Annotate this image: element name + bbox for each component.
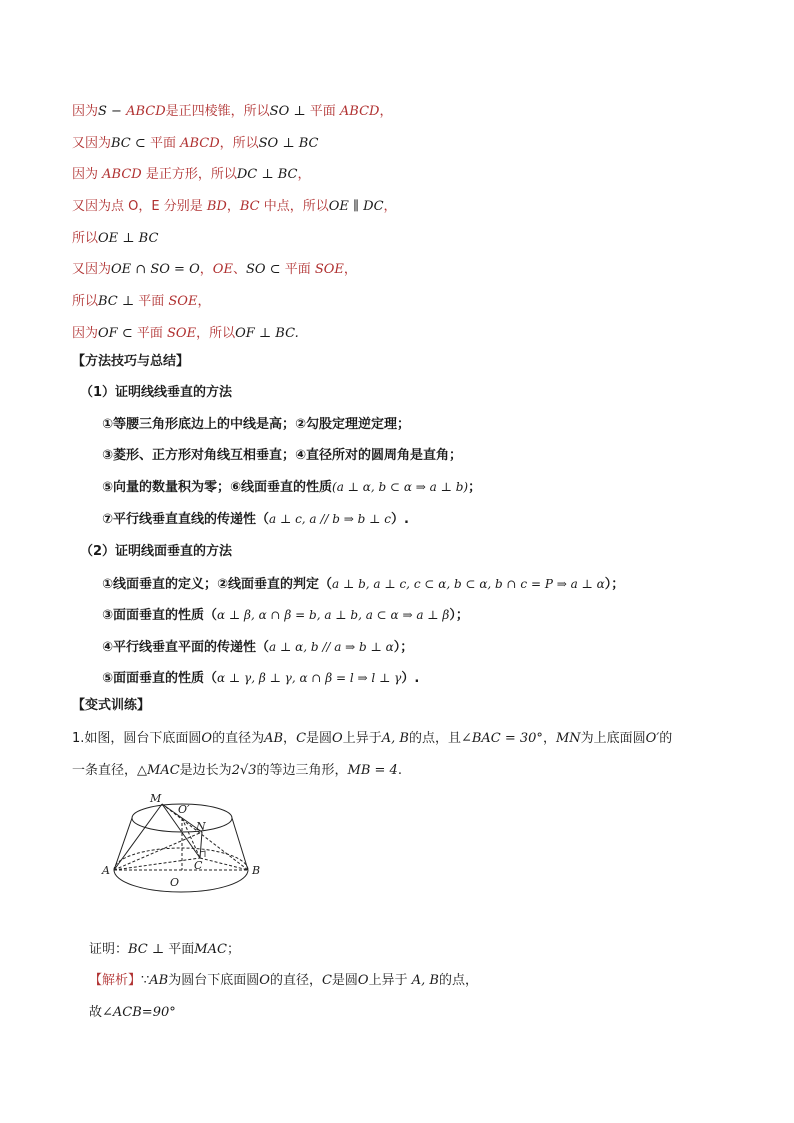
method-part1-item-2: ③菱形、正方形对角线互相垂直；④直径所对的圆周角是直角；: [102, 448, 463, 463]
segment-MB: [162, 804, 248, 870]
proof-line-2: 又因为BC ⊂ 平面 ABCD，所以SO ⊥ BC: [72, 136, 319, 151]
frustum-figure: [96, 792, 266, 916]
proof-line-8: 因为OF ⊂ 平面 SOE，所以OF ⊥ BC.: [72, 326, 299, 341]
label-O-prime: O′: [178, 803, 190, 816]
question-1-line-1: 1.如图，圆台下底面圆O的直径为AB，C是圆O上异于A, B的点，且∠BAC = 30°，MN为上底面圆O′的: [72, 731, 673, 746]
right-generator: [232, 818, 248, 870]
conclusion-line: 故∠ACB=90°: [89, 1005, 176, 1020]
method-part1-item-4: ⑦平行线垂直直线的传递性（a ⊥ c, a // b ⇒ b ⊥ c）.: [102, 512, 409, 527]
method-part1-title: （1）证明线线垂直的方法: [80, 385, 233, 400]
label-O: O: [170, 876, 180, 889]
proof-line-3: 因为 ABCD 是正方形，所以DC ⊥ BC，: [72, 167, 311, 182]
method-part2-item-1: ①线面垂直的定义；②线面垂直的判定（a ⊥ b, a ⊥ c, c ⊂ α, b ⊂ α, b ∩ c = P ⇒ a ⊥ α）；: [102, 577, 625, 592]
segment-AC: [114, 858, 200, 870]
proof-line-7: 所以BC ⊥ 平面 SOE，: [72, 294, 211, 309]
method-part2-title: （2）证明线面垂直的方法: [80, 544, 233, 559]
segment-NC: [200, 832, 202, 858]
prove-statement: 证明：BC ⊥ 平面MAC；: [89, 942, 240, 957]
label-A: A: [102, 864, 110, 877]
label-C: C: [194, 859, 203, 872]
method-part2-item-4: ⑤面面垂直的性质（α ⊥ γ, β ⊥ γ, α ∩ β = l ⇒ l ⊥ γ）.: [102, 671, 420, 686]
label-N: N: [196, 820, 206, 833]
method-part1-item-1: ①等腰三角形底边上的中线是高；②勾股定理逆定理；: [102, 417, 411, 432]
method-part2-item-2: ③面面垂直的性质（α ⊥ β, α ∩ β = b, a ⊥ b, a ⊂ α ⇒ a ⊥ β）；: [102, 608, 469, 623]
method-heading: 【方法技巧与总结】: [72, 354, 190, 369]
proof-line-6: 又因为OE ∩ SO = O，OE、SO ⊂ 平面 SOE，: [72, 262, 357, 277]
label-M: M: [150, 792, 162, 805]
label-B: B: [252, 864, 261, 877]
proof-line-5: 所以OE ⊥ BC: [72, 231, 159, 246]
question-1-line-2: 一条直径，△MAC是边长为2√3的等边三角形，MB = 4.: [72, 763, 402, 778]
bottom-base-front-arc: [114, 870, 248, 892]
frustum-diagram: [96, 792, 266, 912]
practice-heading: 【变式训练】: [72, 698, 151, 713]
method-part1-item-3: ⑤向量的数量积为零；⑥线面垂直的性质(a ⊥ α, b ⊂ α ⇒ a ⊥ b)；: [102, 480, 482, 495]
proof-line-4: 又因为点 O，E 分别是 BD，BC 中点，所以OE ∥ DC，: [72, 199, 397, 214]
method-part2-item-3: ④平行线垂直平面的传递性（a ⊥ α, b // a ⇒ b ⊥ α）；: [102, 640, 414, 655]
proof-line-1: 因为S − ABCD是正四棱锥，所以SO ⊥ 平面 ABCD，: [72, 104, 393, 119]
analysis-line: 【解析】∵AB为圆台下底面圆O的直径，C是圆O上异于 A, B的点，: [89, 973, 478, 988]
left-generator: [114, 818, 132, 870]
